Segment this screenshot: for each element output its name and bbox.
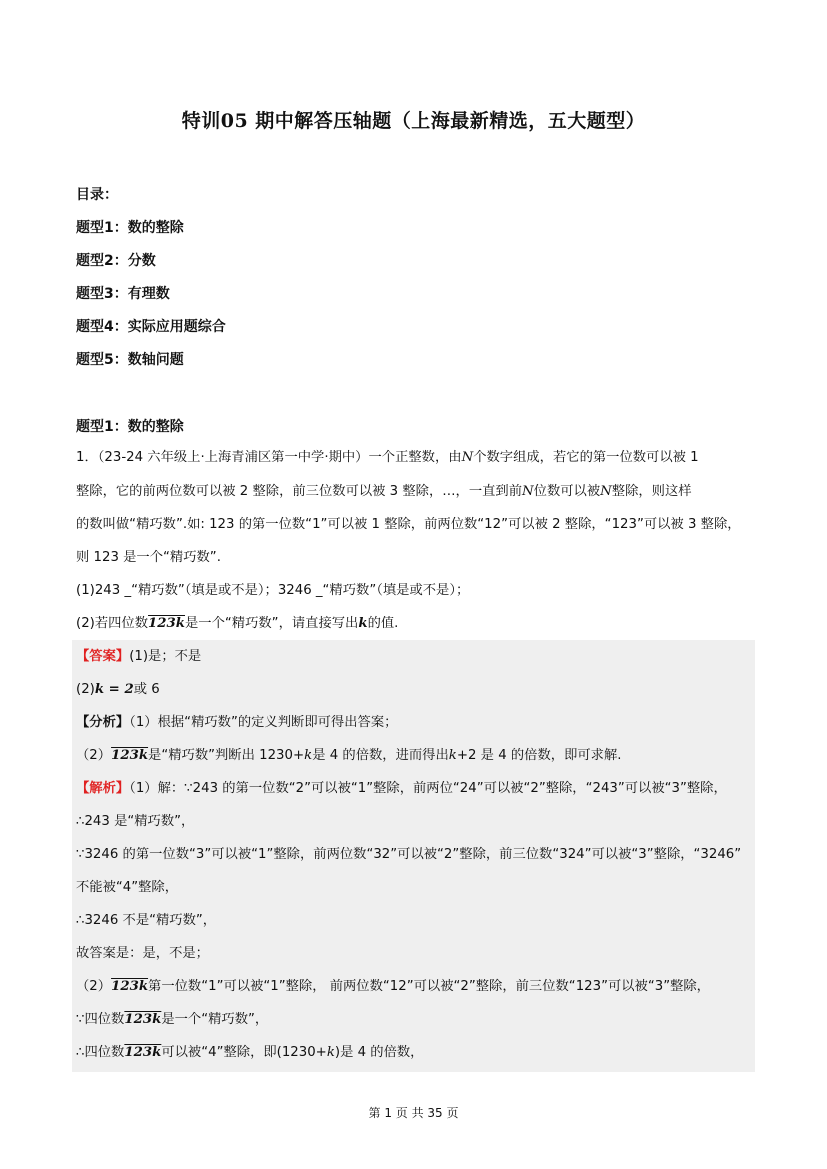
toc-item: 题型2：分数 — [76, 253, 156, 269]
text: ∴四位数 — [76, 1045, 125, 1060]
toc-item: 题型4：实际应用题综合 — [76, 319, 226, 335]
question-line: 的数叫做“精巧数”.如: 123 的第一位数“1”可以被 1 整除，前两位数“12”可以被 2 整除，“123”可以被 3 整除， — [76, 517, 741, 532]
math-overline: 123k — [111, 748, 149, 763]
toc-item: 题型5：数轴问题 — [76, 352, 184, 368]
text: )是 4 的倍数， — [334, 1045, 424, 1060]
analysis-line — [76, 713, 756, 733]
text: 整除，它的前两位数可以被 2 整除，前三位数可以被 3 整除，…，一直到前 — [76, 484, 523, 499]
text: 位数可以被 — [533, 484, 601, 499]
math-overline: 123k — [111, 979, 149, 994]
analysis-line — [76, 746, 756, 766]
solution-line — [76, 779, 756, 799]
text: （1）根据“精巧数”的定义判断即可得出答案； — [129, 715, 398, 730]
toc-item: 题型3：有理数 — [76, 286, 170, 302]
text: 是 4 的倍数，进而得出 — [312, 748, 449, 763]
solution-line — [76, 1043, 756, 1063]
solution-line: 故答案是：是，不是； — [76, 946, 209, 961]
sub-question-2 — [76, 614, 756, 634]
math-expr: k = 2 — [94, 682, 134, 697]
answer-line — [76, 680, 756, 700]
text: 可以被“4”整除，即(1230+ — [161, 1045, 327, 1060]
text: (2) — [76, 682, 95, 697]
math-var: N — [522, 484, 534, 499]
math-var: N — [461, 450, 474, 465]
solution-line: ∴3246 不是“精巧数”， — [76, 913, 217, 928]
question-line — [76, 482, 756, 502]
solution-line: ∴243 是“精巧数”， — [76, 814, 195, 829]
solution-line: ∵3246 的第一位数“3”可以被“1”整除，前两位数“32”可以被“2”整除，前三位数“324”可以被“3”整除，“3246” — [76, 847, 742, 862]
text: （2） — [76, 748, 112, 763]
text: （1）解：∵243 的第一位数“2”可以被“1”整除，前两位“24”可以被“2”整除，“243”可以被“3”整除， — [129, 781, 727, 796]
math-var: k — [358, 616, 368, 631]
analysis-tag: 【分析】 — [76, 715, 130, 730]
text: 是一个“精巧数”，请直接写出 — [185, 616, 359, 631]
page-title: 特训05 期中解答压轴题（上海最新精选，五大题型） — [181, 110, 646, 132]
text: 第一位数“1”可以被“1”整除， 前两位数“12”可以被“2”整除，前三位数“123”可以被“3”整除， — [148, 979, 710, 994]
text: 个数字组成，若它的第一位数可以被 1 — [473, 450, 699, 465]
answer-line — [76, 647, 756, 667]
math-var: k — [326, 1045, 335, 1060]
text: 整除，则这样 — [611, 484, 692, 499]
toc-heading: 目录： — [76, 187, 118, 203]
text: 的值. — [367, 616, 399, 631]
question-line: 则 123 是一个“精巧数”. — [76, 550, 221, 565]
text: ∵四位数 — [76, 1012, 125, 1027]
text: 或 6 — [133, 682, 160, 697]
math-var: N — [600, 484, 612, 499]
solution-line: 不能被“4”整除， — [76, 880, 179, 895]
text: (1)是；不是 — [129, 649, 202, 664]
text: （2） — [76, 979, 112, 994]
answer-tag: 【答案】 — [76, 649, 130, 664]
math-overline: 123k — [124, 1045, 162, 1060]
question-line — [76, 448, 756, 468]
solution-tag: 【解析】 — [76, 781, 130, 796]
text: (2)若四位数 — [76, 616, 149, 631]
solution-line — [76, 977, 756, 997]
math-overline: 123k — [148, 616, 186, 631]
toc-item: 题型1：数的整除 — [76, 220, 184, 236]
math-overline: 123k — [124, 1012, 162, 1027]
text: 1．（23-24 六年级上·上海青浦区第一中学·期中）一个正整数，由 — [76, 450, 462, 465]
text: 是“精巧数”判断出 1230+ — [148, 748, 305, 763]
text: +2 是 4 的倍数，即可求解. — [456, 748, 622, 763]
math-var: k — [448, 748, 457, 763]
solution-line — [76, 1010, 756, 1030]
text: 是一个“精巧数”， — [161, 1012, 269, 1027]
math-var: k — [304, 748, 313, 763]
sub-question-1: (1)243 _“精巧数”（填是或不是）；3246 _“精巧数”（填是或不是）； — [76, 583, 470, 598]
page-footer: 第 1 页 共 35 页 — [368, 1106, 459, 1120]
section-heading: 题型1：数的整除 — [76, 419, 184, 435]
